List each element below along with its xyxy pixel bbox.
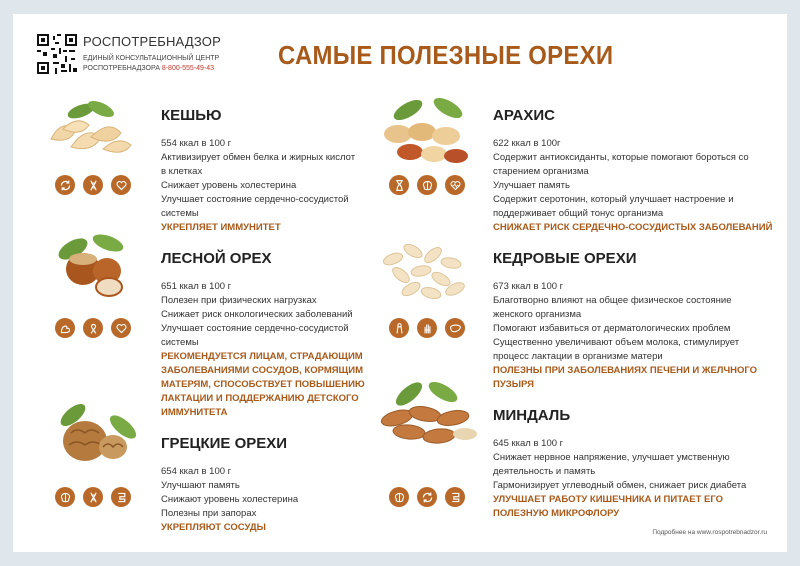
almond-description: 645 ккал в 100 г Снижает нервное напряжение, улучшает умственную деятельность и память Гармонизирует углеводный обмен, снижает риск диабета УЛУЧШАЕТ РАБОТУ КИШЕЧНИКА И ПИТАЕТ ЕГО ПОЛЕЗНУЮ МИКРОФЛОРУ: [493, 438, 747, 519]
dna-icon: [83, 487, 103, 507]
hazelnut-description: 651 ккал в 100 г Полезен при физических нагрузках Снижает риск онкологических заболеваний Улучшает состояние сердечно-сосудистой системы РЕКОМЕНДУЕТСЯ ЛИЦАМ, СТРАДАЮЩИМ ЗАБОЛЕВАНИЯМИ СОСУДОВ, КОРМЯЩИМ МАТЕРЯМ, СПОСОБСТВУЕТ ПОВЫШЕНИЮ ЛАКТАЦИИ И ПОДДЕРЖАНИЮ ДЕТСКОГО ИММУНИТЕТА: [161, 281, 365, 418]
ribbon-icon: [83, 318, 103, 338]
peanut-description: 622 ккал в 100г Содержит антиоксиданты, которые помогают бороться со старением организма Улучшает память Содержит серотонин, который улучшает настроение и поддерживает общий тонус организма СНИЖАЕТ РИСК СЕРДЕЧНО-СОСУДИСТЫХ ЗАБОЛЕВАНИЙ: [493, 138, 773, 233]
metabolism-icon: [55, 175, 75, 195]
pine-nut-highlight: ПОЛЕЗНЫ ПРИ ЗАБОЛЕВАНИЯХ ПЕЧЕНИ И ЖЕЛЧНОГО: [493, 365, 758, 376]
almond-title: МИНДАЛЬ: [493, 407, 571, 424]
heart-icon: [111, 318, 131, 338]
peanut-title: АРАХИС: [493, 107, 555, 124]
cashew-highlight: УКРЕПЛЯЕТ ИММУНИТЕТ: [161, 222, 281, 233]
almond-highlight: УЛУЧШАЕТ РАБОТУ КИШЕЧНИКА И ПИТАЕТ ЕГО: [493, 494, 724, 505]
cashew-image: [41, 99, 141, 159]
pine-nut-image: [373, 229, 473, 309]
brain-icon: [417, 175, 437, 195]
intestine-icon: [111, 487, 131, 507]
walnut-title: ГРЕЦКИЕ ОРЕХИ: [161, 435, 288, 452]
metabolism-icon: [417, 487, 437, 507]
peanut-icons: [389, 175, 465, 195]
pine-nut-title: КЕДРОВЫЕ ОРЕХИ: [493, 250, 637, 267]
hazelnut-highlight: РЕКОМЕНДУЕТСЯ ЛИЦАМ, СТРАДАЮЩИМ: [161, 351, 363, 362]
walnut-description: 654 ккал в 100 г Улучшают память Снижают уровень холестерина Полезны при запорах УКРЕПЛЯЮТ СОСУДЫ: [161, 466, 299, 533]
heart-pulse-icon: [445, 175, 465, 195]
brain-icon: [55, 487, 75, 507]
qr-code[interactable]: [37, 34, 77, 74]
hazelnut-image: [53, 229, 133, 301]
heart-icon: [111, 175, 131, 195]
infographic-page: [13, 14, 787, 552]
hand-icon: [417, 318, 437, 338]
hazelnut-title: ЛЕСНОЙ ОРЕХ: [161, 250, 272, 267]
hazelnut-icons: [55, 318, 131, 338]
phone-number[interactable]: 8-800-555-49-43: [161, 65, 214, 72]
org-name: РОСПОТРЕБНАДЗОР: [83, 34, 221, 49]
cashew-icons: [55, 175, 131, 195]
pine-nut-description: 673 ккал в 100 г Благотворно влияют на общее физическое состояние женского организма Помогают избавиться от дерматологических проблем Существенно увеличивают объем молока, стимулирует процесс лактации в организме матери ПОЛЕЗНЫ ПРИ ЗАБОЛЕВАНИЯХ ПЕЧЕНИ И ЖЕЛЧНОГО ПУЗЫРЯ: [493, 281, 758, 390]
footer-link[interactable]: Подробнее на www.rospotrebnadzor.ru: [652, 529, 767, 536]
cashew-description: 554 ккал в 100 г Активизирует обмен белка и жирных кислот в клетках Снижает уровень холестерина Улучшает состояние сердечно-сосудистой системы УКРЕПЛЯЕТ ИММУНИТЕТ: [161, 138, 356, 233]
brain-icon: [389, 487, 409, 507]
walnut-highlight: УКРЕПЛЯЮТ СОСУДЫ: [161, 522, 266, 533]
peanut-image: [368, 94, 483, 174]
org-subtitle: ЕДИНЫЙ КОНСУЛЬТАЦИОННЫЙ ЦЕНТР РОСПОТРЕБНАДЗОРА 8-800-555-49-43: [83, 55, 220, 72]
pine-nut-icons: [389, 318, 465, 338]
walnut-image: [51, 397, 141, 467]
dna-icon: [83, 175, 103, 195]
almond-image: [369, 374, 484, 454]
female-body-icon: [389, 318, 409, 338]
page-title: САМЫЕ ПОЛЕЗНЫЕ ОРЕХИ: [278, 40, 614, 70]
hourglass-icon: [389, 175, 409, 195]
walnut-icons: [55, 487, 131, 507]
peanut-highlight: СНИЖАЕТ РИСК СЕРДЕЧНО-СОСУДИСТЫХ ЗАБОЛЕВАНИЙ: [493, 222, 773, 233]
liver-icon: [445, 318, 465, 338]
almond-icons: [389, 487, 465, 507]
intestine-icon: [445, 487, 465, 507]
cashew-title: КЕШЬЮ: [161, 107, 222, 124]
muscle-icon: [55, 318, 75, 338]
